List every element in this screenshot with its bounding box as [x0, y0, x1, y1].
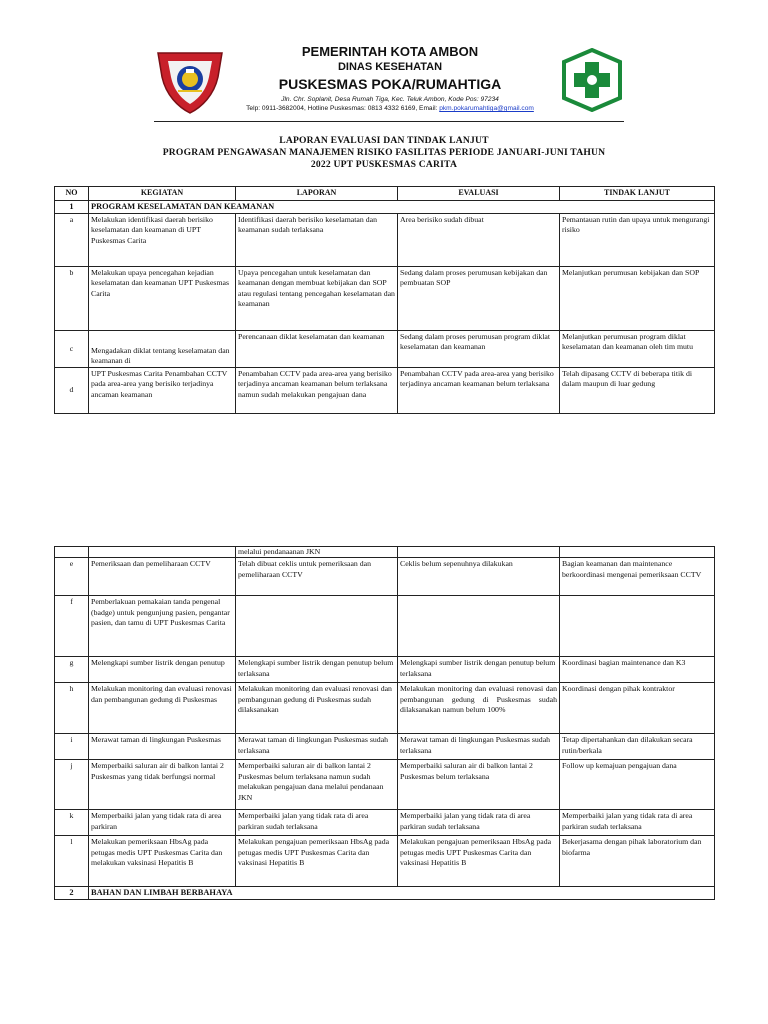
continuation-laporan: melalui pendanaanan JKN [236, 547, 398, 558]
row-evaluasi: Melengkapi sumber listrik dengan penutup belum terlaksana [398, 657, 560, 683]
row-evaluasi [398, 596, 560, 657]
row-kegiatan: Memperbaiki saluran air di balkon lantai 2 Puskesmas yang tidak berfungsi normal [89, 760, 236, 810]
row-no: k [55, 810, 89, 836]
row-no: e [55, 558, 89, 596]
row-tindak-lanjut: Bekerjasama dengan pihak laboratorium dan biofarma [560, 836, 715, 887]
row-kegiatan: Melengkapi sumber listrik dengan penutup [89, 657, 236, 683]
row-tindak-lanjut: Melanjutkan perumusan program diklat keselamatan dan keamanan oleh tim mutu [560, 330, 715, 367]
table-row [55, 558, 715, 596]
row-kegiatan: Mengadakan diklat tentang keselamatan dan keamanan di [89, 330, 236, 367]
table-row [55, 330, 715, 367]
section-row [55, 201, 715, 214]
section-number: 1 [55, 201, 89, 214]
row-no: i [55, 734, 89, 760]
table-row [55, 657, 715, 683]
row-no: f [55, 596, 89, 657]
report-title-line3: 2022 UPT PUSKESMAS CARITA [310, 159, 458, 170]
report-title [60, 135, 708, 171]
header-evaluasi: EVALUASI [398, 187, 560, 201]
evaluation-table-page2 [54, 546, 715, 900]
row-kegiatan: Melakukan pemeriksaan HbsAg pada petugas medis UPT Puskesmas Carita dan melakukan vaksinasi Hepatitis B [89, 836, 236, 887]
row-laporan: Telah dibuat ceklis untuk pemeriksaan dan pemeliharaan CCTV [236, 558, 398, 596]
section-number: 2 [55, 887, 89, 900]
email-link[interactable]: pkm.pokarumahtiga@gmail.com [439, 105, 534, 112]
row-tindak-lanjut: Pemantauan rutin dan upaya untuk mengurangi risiko [560, 213, 715, 266]
row-laporan: Melengkapi sumber listrik dengan penutup belum terlaksana [236, 657, 398, 683]
row-no: a [55, 213, 89, 266]
table-header-row [55, 187, 715, 201]
table-row [55, 596, 715, 657]
row-evaluasi: Memperbaiki jalan yang tidak rata di area parkiran sudah terlaksana [398, 810, 560, 836]
row-no: c [55, 330, 89, 367]
row-tindak-lanjut: Telah dipasang CCTV di beberapa titik di dalam maupun di luar gedung [560, 367, 715, 413]
row-laporan: Penambahan CCTV pada area-area yang berisiko terjadinya ancaman keamanan belum terlaksana namun sudah melakukan pengajuan dana [236, 367, 398, 413]
row-evaluasi: Sedang dalam proses perumusan program diklat keselamatan dan keamanan [398, 330, 560, 367]
table-row [55, 734, 715, 760]
header-kegiatan: KEGIATAN [89, 187, 236, 201]
row-kegiatan: Melakukan upaya pencegahan kejadian keselamatan dan keamanan UPT Puskesmas Carita [89, 266, 236, 330]
contact-prefix: Telp: 0911-3682004, Hotline Puskesmas: 0813 4332 6169, Email: [246, 105, 440, 112]
table-row [55, 266, 715, 330]
table-row [55, 213, 715, 266]
row-no: l [55, 836, 89, 887]
row-no: h [55, 683, 89, 734]
evaluation-table-page1 [54, 186, 715, 414]
letterhead-text [230, 44, 550, 113]
row-no: d [55, 367, 89, 413]
row-tindak-lanjut: Follow up kemajuan pengajuan dana [560, 760, 715, 810]
row-tindak-lanjut: Bagian keamanan dan maintenance berkoordinasi mengenai pemeriksaan CCTV [560, 558, 715, 596]
row-laporan: Merawat taman di lingkungan Puskesmas sudah terlaksana [236, 734, 398, 760]
row-kegiatan: Merawat taman di lingkungan Puskesmas [89, 734, 236, 760]
row-laporan: Upaya pencegahan untuk keselamatan dan keamanan dengan membuat kebijakan dan SOP atau regulasi tentang pencegahan keselamatan dan keamanan [236, 266, 398, 330]
table-row [55, 683, 715, 734]
table-row [55, 760, 715, 810]
row-no: j [55, 760, 89, 810]
puskesmas-name: PUSKESMAS POKA/RUMAHTIGA [278, 76, 502, 92]
row-kegiatan: Melakukan identifikasi daerah berisiko keselamatan dan keamanan di UPT Puskesmas Carita [89, 213, 236, 266]
row-laporan: Perencanaan diklat keselamatan dan keamanan [236, 330, 398, 367]
table-row [55, 367, 715, 413]
department-name: DINAS KESEHATAN [337, 61, 443, 73]
row-tindak-lanjut: Melanjutkan perumusan kebijakan dan SOP [560, 266, 715, 330]
continuation-row [55, 547, 715, 558]
row-laporan [236, 596, 398, 657]
row-laporan: Melakukan monitoring dan evaluasi renovasi dan pembangunan gedung di Puskesmas sudah dilaksanakan [236, 683, 398, 734]
row-tindak-lanjut [560, 596, 715, 657]
row-evaluasi: Area berisiko sudah dibuat [398, 213, 560, 266]
row-kegiatan: Memperbaiki jalan yang tidak rata di area parkiran [89, 810, 236, 836]
row-evaluasi: Sedang dalam proses perumusan kebijakan dan pembuatan SOP [398, 266, 560, 330]
contact-line [230, 104, 550, 113]
row-evaluasi: Penambahan CCTV pada area-area yang berisiko terjadinya ancaman keamanan belum terlaksana [398, 367, 560, 413]
table-row [55, 810, 715, 836]
row-laporan: Memperbaiki saluran air di balkon lantai 2 Puskesmas belum terlaksana namun sudah melakukan pengajuan dana melalui pendanaan JKN [236, 760, 398, 810]
row-evaluasi: Melakukan monitoring dan evaluasi renovasi dan pembangunan gedung di Puskesmas sudah dilaksanakan namun belum 100% [398, 683, 560, 734]
row-kegiatan: Melakukan monitoring dan evaluasi renovasi dan pembangunan gedung di Puskesmas [89, 683, 236, 734]
row-evaluasi: Ceklis belum sepenuhnya dilakukan [398, 558, 560, 596]
row-kegiatan: Pemeriksaan dan pemeliharaan CCTV [89, 558, 236, 596]
letterhead-divider [154, 121, 624, 122]
section-title: BAHAN DAN LIMBAH BERBAHAYA [89, 887, 715, 900]
row-laporan: Melakukan pengajuan pemeriksaan HbsAg pada petugas medis UPT Puskesmas Carita dan vaksinasi Hepatitis B [236, 836, 398, 887]
header-no: NO [55, 187, 89, 201]
row-evaluasi: Melakukan pengajuan pemeriksaan HbsAg pada petugas medis UPT Puskesmas Carita dan vaksinasi Hepatitis B [398, 836, 560, 887]
row-kegiatan: UPT Puskesmas Carita Penambahan CCTV pada area-area yang berisiko terjadinya ancaman keamanan [89, 367, 236, 413]
report-title-line1: LAPORAN EVALUASI DAN TINDAK LANJUT [279, 135, 489, 146]
row-tindak-lanjut: Koordinasi dengan pihak kontraktor [560, 683, 715, 734]
header-tindak-lanjut: TINDAK LANJUT [560, 187, 715, 201]
row-laporan: Memperbaiki jalan yang tidak rata di area parkiran sudah terlaksana [236, 810, 398, 836]
row-evaluasi: Merawat taman di lingkungan Puskesmas sudah terlaksana [398, 734, 560, 760]
section-row [55, 887, 715, 900]
kota-ambon-emblem-icon [154, 47, 226, 115]
row-tindak-lanjut: Memperbaiki jalan yang tidak rata di area parkiran sudah terlaksana [560, 810, 715, 836]
row-tindak-lanjut: Tetap dipertahankan dan dilakukan secara rutin/berkala [560, 734, 715, 760]
section-title: PROGRAM KESELAMATAN DAN KEAMANAN [89, 201, 715, 214]
row-no: g [55, 657, 89, 683]
puskesmas-logo-icon [560, 48, 624, 112]
row-no: b [55, 266, 89, 330]
table-row [55, 836, 715, 887]
address-line: Jln. Chr. Soplanit, Desa Rumah Tiga, Kec. Teluk Ambon, Kode Pos: 97234 [281, 96, 499, 103]
letterhead [0, 0, 768, 130]
row-laporan: Identifikasi daerah berisiko keselamatan dan keamanan sudah terlaksana [236, 213, 398, 266]
row-kegiatan: Pemberlakuan pemakaian tanda pengenal (badge) untuk pengunjung pasien, pengantar pasien, dan tamu di UPT Puskesmas Carita [89, 596, 236, 657]
report-title-line2: PROGRAM PENGAWASAN MANAJEMEN RISIKO FASILITAS PERIODE JANUARI-JUNI TAHUN [162, 147, 606, 158]
government-name: PEMERINTAH KOTA AMBON [301, 44, 479, 59]
row-tindak-lanjut: Koordinasi bagian maintenance dan K3 [560, 657, 715, 683]
row-evaluasi: Memperbaiki saluran air di balkon lantai 2 Puskesmas belum terlaksana [398, 760, 560, 810]
header-laporan: LAPORAN [236, 187, 398, 201]
